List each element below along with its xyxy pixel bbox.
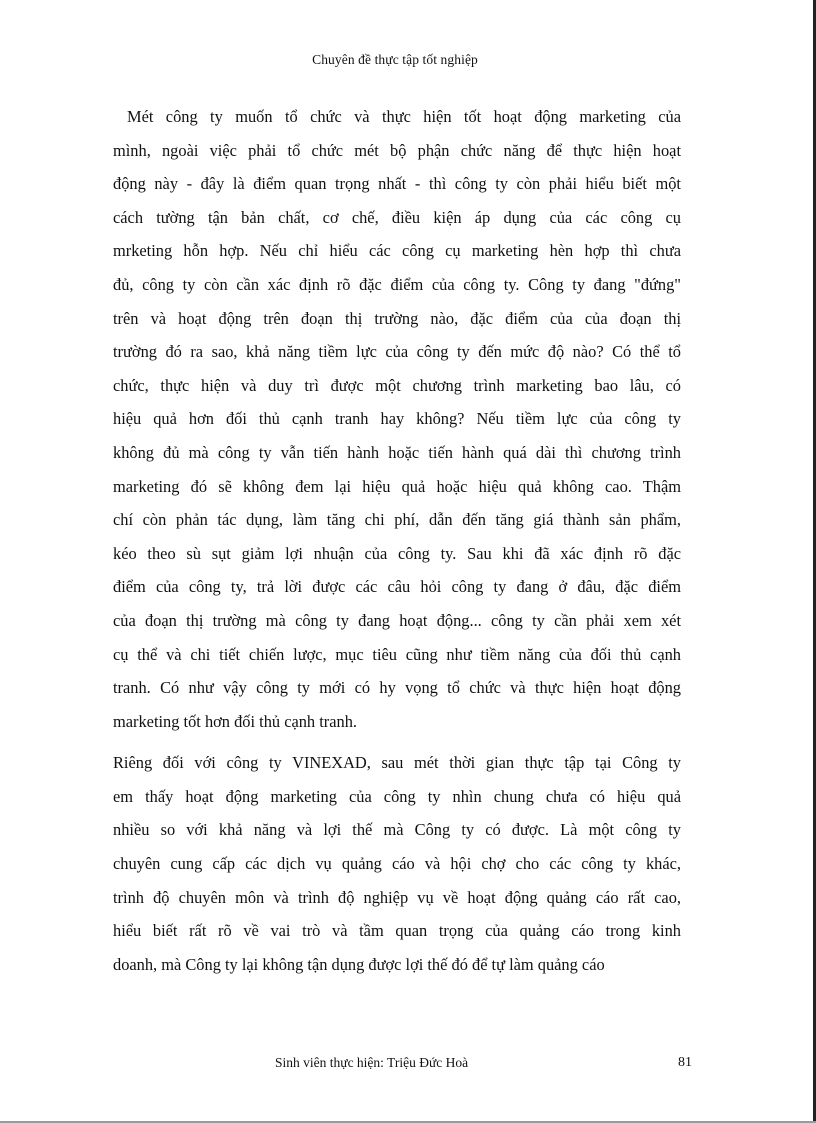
text-line: chức, thực hiện và duy trì được một chương trình marketing bao lâu, có [113, 375, 681, 395]
text-line: trường đó ra sao, khả năng tiềm lực của công ty đến mức độ nào? Có thể tổ [113, 342, 681, 362]
paragraph-2 [113, 746, 681, 981]
page-body [113, 100, 681, 981]
text-line: điểm của công ty, trả lời được các câu hỏi công ty đang ở đâu, đặc điểm [113, 577, 681, 597]
text-line: của đoạn thị trường mà công ty đang hoạt động... công ty cần phải xem xét [113, 610, 681, 630]
text-line: hiệu quả hơn đối thủ cạnh tranh hay không? Nếu tiềm lực của công ty [113, 409, 681, 429]
text-line: kéo theo sù sụt giảm lợi nhuận của công ty. Sau khi đã xác định rõ đặc [113, 543, 681, 563]
text-line: tranh. Có như vậy công ty mới có hy vọng tổ chức và thực hiện hoạt động [113, 678, 681, 698]
text-line: marketing đó sẽ không đem lại hiệu quả hoặc hiệu quả không cao. Thậm [113, 476, 681, 496]
paragraph-1 [113, 100, 681, 738]
text-line: trên và hoạt động trên đoạn thị trường nào, đặc điểm của của đoạn thị [113, 308, 681, 328]
text-line: chí còn phản tác dụng, làm tăng chi phí, dẫn đến tăng giá thành sản phẩm, [113, 510, 681, 530]
text-line: Riêng đối với công ty VINEXAD, sau mét thời gian thực tập tại Công ty [113, 753, 681, 773]
text-line: cách tường tận bản chất, cơ chế, điều kiện áp dụng của các công cụ [113, 207, 681, 227]
text-line: chuyên cung cấp các dịch vụ quảng cáo và hội chợ cho các công ty khác, [113, 854, 681, 874]
text-line: không đủ mà công ty vẫn tiến hành hoặc tiến hành quá dài thì chương trình [113, 442, 681, 462]
text-line: marketing tốt hơn đối thủ cạnh tranh. [113, 711, 358, 731]
text-line: đủ, công ty còn cần xác định rõ đặc điểm của công ty. Công ty đang "đứng" [113, 274, 681, 294]
page-number: 81 [678, 1055, 692, 1070]
footer-student-name: Sinh viên thực hiện: Triệu Đức Hoà [275, 1055, 469, 1070]
text-line: trình độ chuyên môn và trình độ nghiệp vụ về hoạt động quảng cáo rất cao, [113, 887, 681, 907]
text-line: doanh, mà Công ty lại không tận dụng được lợi thế đó để tự làm quảng cáo [113, 954, 605, 974]
text-line: Mét công ty muốn tổ chức và thực hiện tốt hoạt động marketing của [127, 107, 681, 126]
text-line: nhiều so với khả năng và lợi thế mà Công ty có được. Là một công ty [113, 820, 681, 840]
text-line: mình, ngoài việc phải tổ chức mét bộ phận chức năng để thực hiện hoạt [113, 140, 681, 160]
text-line: em thấy hoạt động marketing của công ty nhìn chung chưa có hiệu quả [113, 786, 681, 806]
text-line: mrketing hỗn hợp. Nếu chỉ hiểu các công cụ marketing hèn hợp thì chưa [113, 241, 681, 261]
text-line: cụ thể và chi tiết chiến lược, mục tiêu cũng như tiềm năng của đối thủ cạnh [113, 644, 681, 664]
text-line: hiểu biết rất rõ về vai trò và tầm quan trọng của quảng cáo trong kinh [113, 921, 681, 941]
page-header: Chuyên đề thực tập tốt nghiệp [312, 52, 478, 67]
text-line: động này - đây là điểm quan trọng nhất - thì công ty còn phải hiểu biết một [113, 174, 681, 194]
